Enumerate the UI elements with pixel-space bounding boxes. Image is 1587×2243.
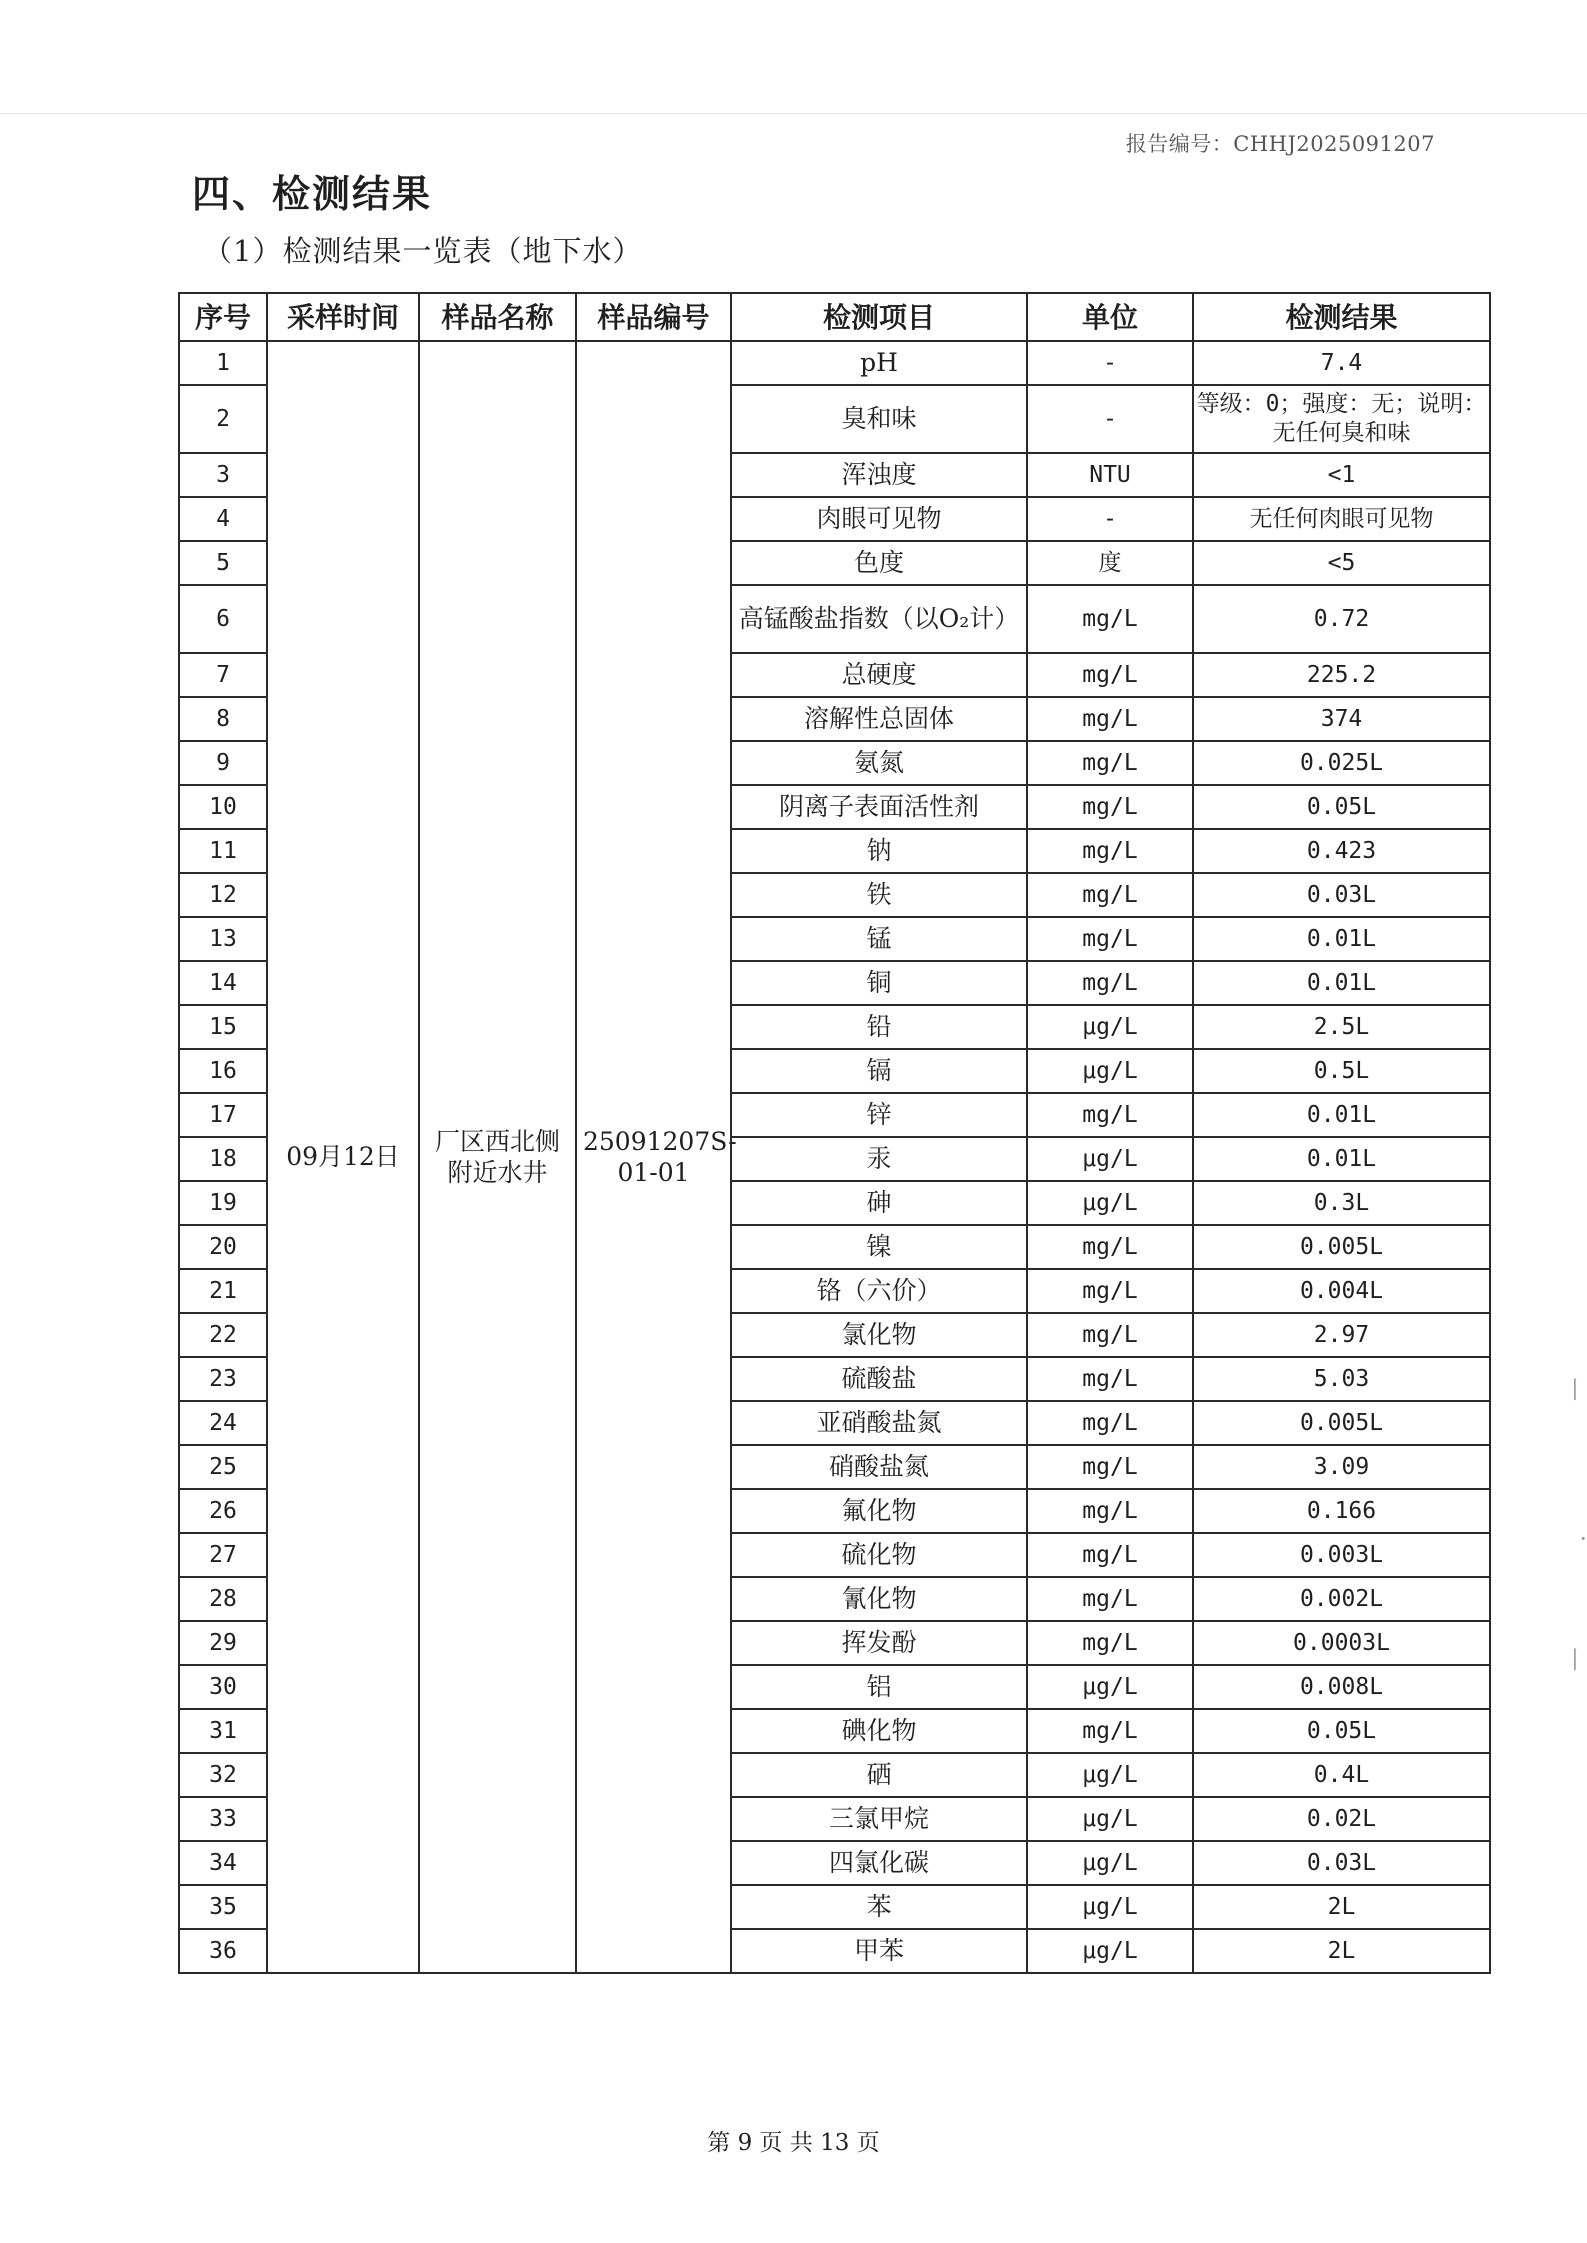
- table-header-row: [179, 293, 1490, 341]
- row-result: <5: [1193, 541, 1490, 585]
- row-test-item: 锌: [731, 1093, 1027, 1137]
- row-unit: mg/L: [1027, 1269, 1193, 1313]
- page-footer: 第 9 页 共 13 页: [707, 2130, 880, 2156]
- row-seq: 15: [179, 1005, 267, 1049]
- row-unit: mg/L: [1027, 741, 1193, 785]
- row-unit: mg/L: [1027, 1489, 1193, 1533]
- results-table: [178, 292, 1491, 1974]
- header-test-item: 检测项目: [731, 293, 1027, 341]
- row-seq: 18: [179, 1137, 267, 1181]
- sample-time: 09月12日: [267, 341, 419, 1973]
- row-unit: mg/L: [1027, 1401, 1193, 1445]
- row-unit: mg/L: [1027, 785, 1193, 829]
- row-unit: mg/L: [1027, 1445, 1193, 1489]
- header-sample-code: 样品编号: [576, 293, 731, 341]
- edge-mark: 丨: [1563, 1376, 1587, 1404]
- top-divider: [0, 113, 1587, 114]
- row-seq: 27: [179, 1533, 267, 1577]
- row-result: 0.01L: [1193, 917, 1490, 961]
- row-seq: 25: [179, 1445, 267, 1489]
- row-unit: 度: [1027, 541, 1193, 585]
- row-unit: mg/L: [1027, 585, 1193, 653]
- row-unit: mg/L: [1027, 653, 1193, 697]
- row-unit: mg/L: [1027, 873, 1193, 917]
- row-seq: 17: [179, 1093, 267, 1137]
- row-result: 0.01L: [1193, 1137, 1490, 1181]
- row-seq: 30: [179, 1665, 267, 1709]
- row-result: 2L: [1193, 1885, 1490, 1929]
- row-test-item: 铜: [731, 961, 1027, 1005]
- row-result: 0.005L: [1193, 1225, 1490, 1269]
- row-test-item: 氨氮: [731, 741, 1027, 785]
- row-seq: 33: [179, 1797, 267, 1841]
- row-unit: mg/L: [1027, 1533, 1193, 1577]
- row-seq: 13: [179, 917, 267, 961]
- row-unit: μg/L: [1027, 1929, 1193, 1973]
- row-result: 2.97: [1193, 1313, 1490, 1357]
- row-test-item: 浑浊度: [731, 453, 1027, 497]
- row-seq: 11: [179, 829, 267, 873]
- row-result: 0.008L: [1193, 1665, 1490, 1709]
- row-seq: 36: [179, 1929, 267, 1973]
- row-result: 5.03: [1193, 1357, 1490, 1401]
- row-seq: 29: [179, 1621, 267, 1665]
- row-result: 374: [1193, 697, 1490, 741]
- row-test-item: 砷: [731, 1181, 1027, 1225]
- row-result: 0.003L: [1193, 1533, 1490, 1577]
- row-seq: 8: [179, 697, 267, 741]
- row-unit: mg/L: [1027, 961, 1193, 1005]
- row-unit: -: [1027, 497, 1193, 541]
- row-result: 0.05L: [1193, 1709, 1490, 1753]
- header-seq: 序号: [179, 293, 267, 341]
- row-seq: 32: [179, 1753, 267, 1797]
- row-seq: 31: [179, 1709, 267, 1753]
- row-result: 0.01L: [1193, 1093, 1490, 1137]
- row-test-item: 钠: [731, 829, 1027, 873]
- row-test-item: 溶解性总固体: [731, 697, 1027, 741]
- row-test-item: 铁: [731, 873, 1027, 917]
- row-unit: mg/L: [1027, 697, 1193, 741]
- row-test-item: 铅: [731, 1005, 1027, 1049]
- row-result: 0.03L: [1193, 873, 1490, 917]
- row-seq: 10: [179, 785, 267, 829]
- row-unit: μg/L: [1027, 1181, 1193, 1225]
- row-result: 0.004L: [1193, 1269, 1490, 1313]
- row-unit: mg/L: [1027, 1225, 1193, 1269]
- row-result: 0.02L: [1193, 1797, 1490, 1841]
- row-seq: 4: [179, 497, 267, 541]
- row-test-item: 硫化物: [731, 1533, 1027, 1577]
- header-sampling-time: 采样时间: [267, 293, 419, 341]
- edge-mark: ·: [1579, 1525, 1587, 1553]
- row-unit: mg/L: [1027, 1709, 1193, 1753]
- row-result: 0.01L: [1193, 961, 1490, 1005]
- row-result: 2.5L: [1193, 1005, 1490, 1049]
- row-seq: 9: [179, 741, 267, 785]
- row-test-item: pH: [731, 341, 1027, 385]
- row-test-item: 氰化物: [731, 1577, 1027, 1621]
- row-result: 7.4: [1193, 341, 1490, 385]
- row-test-item: 甲苯: [731, 1929, 1027, 1973]
- row-result: 0.0003L: [1193, 1621, 1490, 1665]
- row-result: 3.09: [1193, 1445, 1490, 1489]
- row-test-item: 臭和味: [731, 385, 1027, 453]
- row-test-item: 镍: [731, 1225, 1027, 1269]
- row-test-item: 亚硝酸盐氮: [731, 1401, 1027, 1445]
- row-seq: 3: [179, 453, 267, 497]
- row-seq: 21: [179, 1269, 267, 1313]
- row-seq: 12: [179, 873, 267, 917]
- row-seq: 1: [179, 341, 267, 385]
- row-test-item: 铝: [731, 1665, 1027, 1709]
- row-result: 0.423: [1193, 829, 1490, 873]
- row-seq: 24: [179, 1401, 267, 1445]
- table-caption: （1）检测结果一览表（地下水）: [203, 234, 643, 268]
- row-test-item: 锰: [731, 917, 1027, 961]
- row-unit: μg/L: [1027, 1137, 1193, 1181]
- row-test-item: 四氯化碳: [731, 1841, 1027, 1885]
- row-seq: 5: [179, 541, 267, 585]
- row-seq: 6: [179, 585, 267, 653]
- row-result: 无任何肉眼可见物: [1193, 497, 1490, 541]
- row-result: 0.4L: [1193, 1753, 1490, 1797]
- row-unit: mg/L: [1027, 1093, 1193, 1137]
- row-test-item: 硫酸盐: [731, 1357, 1027, 1401]
- row-seq: 23: [179, 1357, 267, 1401]
- header-result: 检测结果: [1193, 293, 1490, 341]
- row-result: 2L: [1193, 1929, 1490, 1973]
- row-test-item: 汞: [731, 1137, 1027, 1181]
- row-result: 0.5L: [1193, 1049, 1490, 1093]
- row-unit: mg/L: [1027, 1357, 1193, 1401]
- row-test-item: 三氯甲烷: [731, 1797, 1027, 1841]
- row-test-item: 挥发酚: [731, 1621, 1027, 1665]
- row-result: 225.2: [1193, 653, 1490, 697]
- table-row: [179, 341, 1490, 385]
- sample-code: 25091207S-01-01: [576, 341, 731, 1973]
- row-seq: 26: [179, 1489, 267, 1533]
- row-result: 0.166: [1193, 1489, 1490, 1533]
- row-seq: 14: [179, 961, 267, 1005]
- row-unit: mg/L: [1027, 1621, 1193, 1665]
- row-test-item: 色度: [731, 541, 1027, 585]
- row-unit: -: [1027, 385, 1193, 453]
- row-test-item: 总硬度: [731, 653, 1027, 697]
- row-seq: 35: [179, 1885, 267, 1929]
- row-unit: μg/L: [1027, 1005, 1193, 1049]
- row-seq: 20: [179, 1225, 267, 1269]
- row-result: 0.03L: [1193, 1841, 1490, 1885]
- sample-name: 厂区西北侧附近水井: [419, 341, 576, 1973]
- row-result: 等级：0；强度：无；说明：无任何臭和味: [1193, 385, 1490, 453]
- row-seq: 34: [179, 1841, 267, 1885]
- row-seq: 19: [179, 1181, 267, 1225]
- header-unit: 单位: [1027, 293, 1193, 341]
- report-number: 报告编号：CHHJ2025091207: [1125, 132, 1435, 156]
- section-title: 四、检测结果: [192, 171, 433, 216]
- row-unit: NTU: [1027, 453, 1193, 497]
- row-seq: 28: [179, 1577, 267, 1621]
- row-test-item: 高锰酸盐指数（以O₂计）: [731, 585, 1027, 653]
- row-result: <1: [1193, 453, 1490, 497]
- row-test-item: 肉眼可见物: [731, 497, 1027, 541]
- row-unit: μg/L: [1027, 1753, 1193, 1797]
- row-unit: mg/L: [1027, 917, 1193, 961]
- row-result: 0.025L: [1193, 741, 1490, 785]
- row-unit: μg/L: [1027, 1797, 1193, 1841]
- row-seq: 16: [179, 1049, 267, 1093]
- row-unit: -: [1027, 341, 1193, 385]
- row-test-item: 硒: [731, 1753, 1027, 1797]
- table-body: [179, 341, 1490, 1973]
- row-seq: 22: [179, 1313, 267, 1357]
- row-seq: 2: [179, 385, 267, 453]
- row-test-item: 苯: [731, 1885, 1027, 1929]
- row-test-item: 阴离子表面活性剂: [731, 785, 1027, 829]
- row-result: 0.05L: [1193, 785, 1490, 829]
- row-unit: μg/L: [1027, 1841, 1193, 1885]
- row-seq: 7: [179, 653, 267, 697]
- row-test-item: 镉: [731, 1049, 1027, 1093]
- row-unit: mg/L: [1027, 1313, 1193, 1357]
- row-test-item: 硝酸盐氮: [731, 1445, 1027, 1489]
- row-unit: mg/L: [1027, 1577, 1193, 1621]
- row-unit: mg/L: [1027, 829, 1193, 873]
- row-test-item: 铬（六价）: [731, 1269, 1027, 1313]
- edge-mark: 丨: [1563, 1646, 1587, 1674]
- row-result: 0.3L: [1193, 1181, 1490, 1225]
- row-unit: μg/L: [1027, 1885, 1193, 1929]
- header-sample-name: 样品名称: [419, 293, 576, 341]
- row-unit: μg/L: [1027, 1049, 1193, 1093]
- row-unit: μg/L: [1027, 1665, 1193, 1709]
- row-test-item: 氟化物: [731, 1489, 1027, 1533]
- row-result: 0.002L: [1193, 1577, 1490, 1621]
- row-result: 0.005L: [1193, 1401, 1490, 1445]
- row-result: 0.72: [1193, 585, 1490, 653]
- row-test-item: 碘化物: [731, 1709, 1027, 1753]
- row-test-item: 氯化物: [731, 1313, 1027, 1357]
